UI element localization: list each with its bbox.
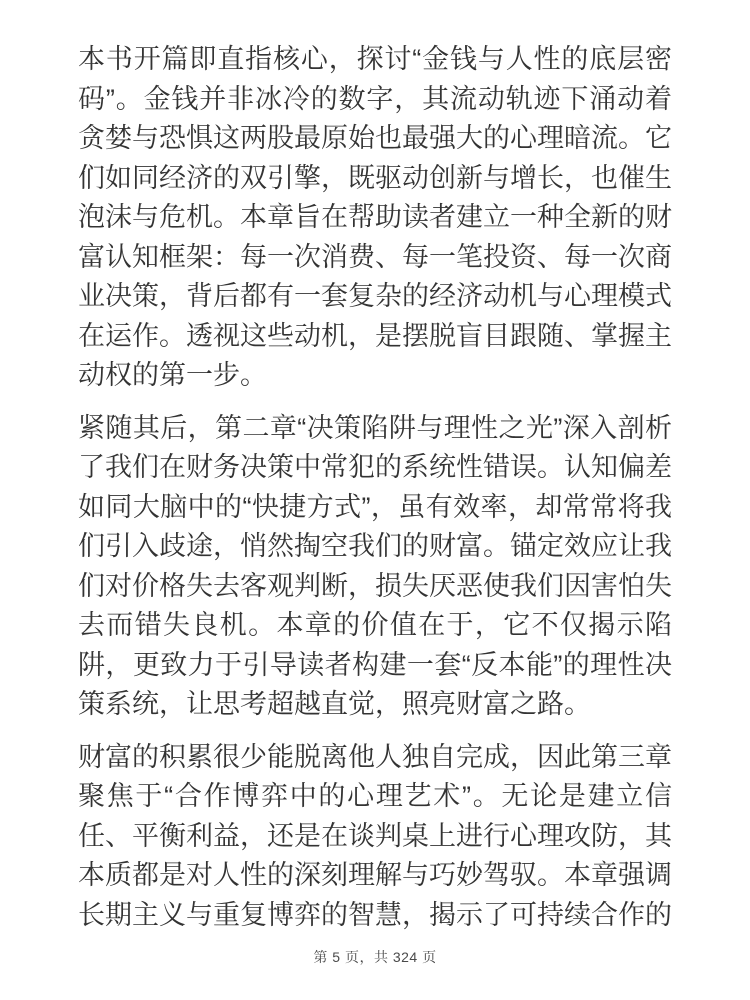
document-content bbox=[78, 40, 672, 935]
paragraph-chapter-2-overview: 紧随其后，第二章“决策陷阱与理性之光”深入剖析了我们在财务决策中常犯的系统性错误。认知偏差如同大脑中的“快捷方式”，虽有效率，却常常将我们引入歧途，悄然掏空我们的财富。锚定效应让我们对价格失去客观判断，损失厌恶使我们因害怕失去而错失良机。本章的价值在于，它不仅揭示陷阱，更致力于引导读者构建一套“反本能”的理性决策系统，让思考超越直觉，照亮财富之路。 bbox=[78, 412, 672, 719]
paragraph-chapter-1-overview: 本书开篇即直指核心，探讨“金钱与人性的底层密码”。金钱并非冰冷的数字，其流动轨迹下涌动着贪婪与恐惧这两股最原始也最强大的心理暗流。它们如同经济的双引擎，既驱动创新与增长，也催生泡沫与危机。本章旨在帮助读者建立一种全新的财富认知框架：每一次消费、每一笔投资、每一次商业决策，背后都有一套复杂的经济动机与心理模式在运作。透视这些动机，是摆脱盲目跟随、掌握主动权的第一步。 bbox=[78, 44, 672, 390]
page-indicator: 第 5 页，共 324 页 bbox=[313, 949, 437, 965]
paragraph-chapter-3-overview: 财富的积累很少能脱离他人独自完成，因此第三章聚焦于“合作博弈中的心理艺术”。无论是建立信任、平衡利益，还是在谈判桌上进行心理攻防，其本质都是对人性的深刻理解与巧妙驾驭。本章强调长期主义与重复博弈的智慧，揭示了可持续合作的 bbox=[78, 741, 672, 930]
